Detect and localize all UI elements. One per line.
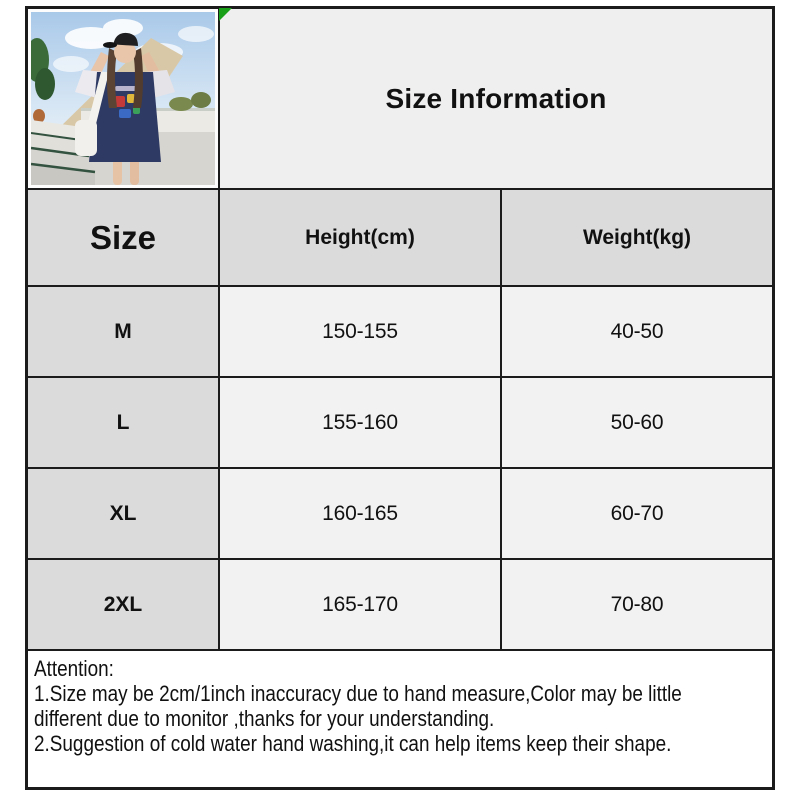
size-information-header [220,9,772,188]
green-corner-marker-icon [219,8,232,21]
attention-line-3: 2.Suggestion of cold water hand washing,it can help items keep their shape. [34,731,672,756]
row-2xl-size-label: 2XL [28,560,218,649]
product-photo-cell [28,9,218,188]
attention-note [28,651,772,787]
row-2xl-weight-value: 70-80 [502,560,772,649]
size-chart-sheet [25,6,775,790]
column-header-height: Height(cm) [220,190,500,285]
column-header-weight: Weight(kg) [502,190,772,285]
attention-heading: Attention: [34,656,114,681]
row-xl-height-value: 160-165 [220,469,500,558]
attention-line-1: 1.Size may be 2cm/1inch inaccuracy due to hand measure,Color may be little [34,681,682,706]
row-m-weight-value: 40-50 [502,287,772,376]
row-2xl-height-value: 165-170 [220,560,500,649]
row-m-height-value: 150-155 [220,287,500,376]
row-l-size-label: L [28,378,218,467]
row-xl-size-label: XL [28,469,218,558]
row-xl-weight-value: 60-70 [502,469,772,558]
product-photo [31,12,215,185]
attention-line-2: different due to monitor ,thanks for your understanding. [34,706,495,731]
column-header-size: Size [28,190,218,285]
row-l-weight-value: 50-60 [502,378,772,467]
row-l-height-value: 155-160 [220,378,500,467]
page-title: Size Information [385,82,607,114]
row-m-size-label: M [28,287,218,376]
